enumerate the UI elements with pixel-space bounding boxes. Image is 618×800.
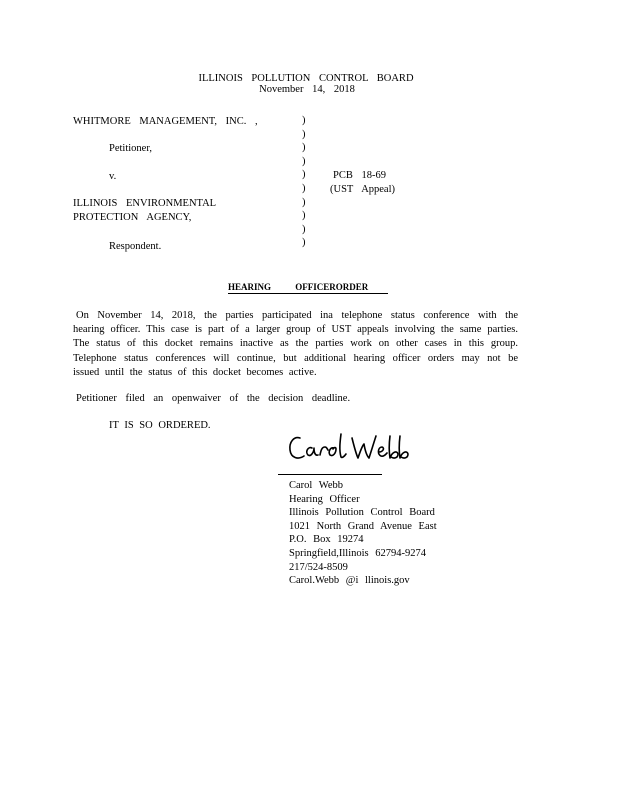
order-title: HEARING OFFICERORDER [228, 282, 369, 292]
handwritten-signature [286, 428, 416, 468]
caption-parentheses: ) ) ) ) ) ) ) ) ) ) [302, 115, 306, 249]
signature-block [289, 479, 437, 588]
case-type: (UST Appeal) [330, 184, 396, 195]
document-header [0, 73, 618, 95]
signer-phone: 217/524-8509 [289, 561, 348, 573]
order-paragraph-1: On November 14, 2018, the parties participated ina telephone status conference with the hearing officer. This case is part of a larger group of UST appeals involving the same parties. The status of this docket remains inactive as the parties work on other cases in this group. Telephone status conferences will continue, but additional hearing officer orders may not be issued until the status of this docket becomes active. [73, 310, 518, 378]
signer-city: Springfield,Illinois 62794-9274 [289, 547, 426, 559]
petitioner-name: WHITMORE MANAGEMENT, INC. , [73, 116, 258, 127]
respondent-name-line2: PROTECTION AGENCY, [73, 212, 192, 223]
signer-email: Carol.Webb @i llinois.gov [289, 575, 410, 587]
respondent-name-line1: ILLINOIS ENVIRONMENTAL [73, 198, 217, 209]
title-underline [228, 293, 388, 294]
respondent-role: Respondent. [109, 241, 162, 252]
order-paragraph-2: Petitioner filed an openwaiver of the decision deadline. [76, 393, 351, 404]
case-number: PCB 18-69 [333, 170, 386, 181]
signer-po-box: P.O. Box 19274 [289, 534, 364, 546]
signature-line [278, 474, 382, 475]
closing-statement: IT IS SO ORDERED. [109, 420, 211, 431]
signer-organization: Illinois Pollution Control Board [289, 507, 435, 519]
petitioner-role: Petitioner, [109, 143, 153, 154]
order-date: November 14, 2018 [259, 84, 355, 95]
versus-label: v. [109, 171, 117, 182]
signer-address: 1021 North Grand Avenue East [289, 520, 437, 532]
signer-name: Carol Webb [289, 480, 343, 491]
agency-name: ILLINOIS POLLUTION CONTROL BOARD [198, 73, 414, 84]
signer-title: Hearing Officer [289, 493, 360, 505]
